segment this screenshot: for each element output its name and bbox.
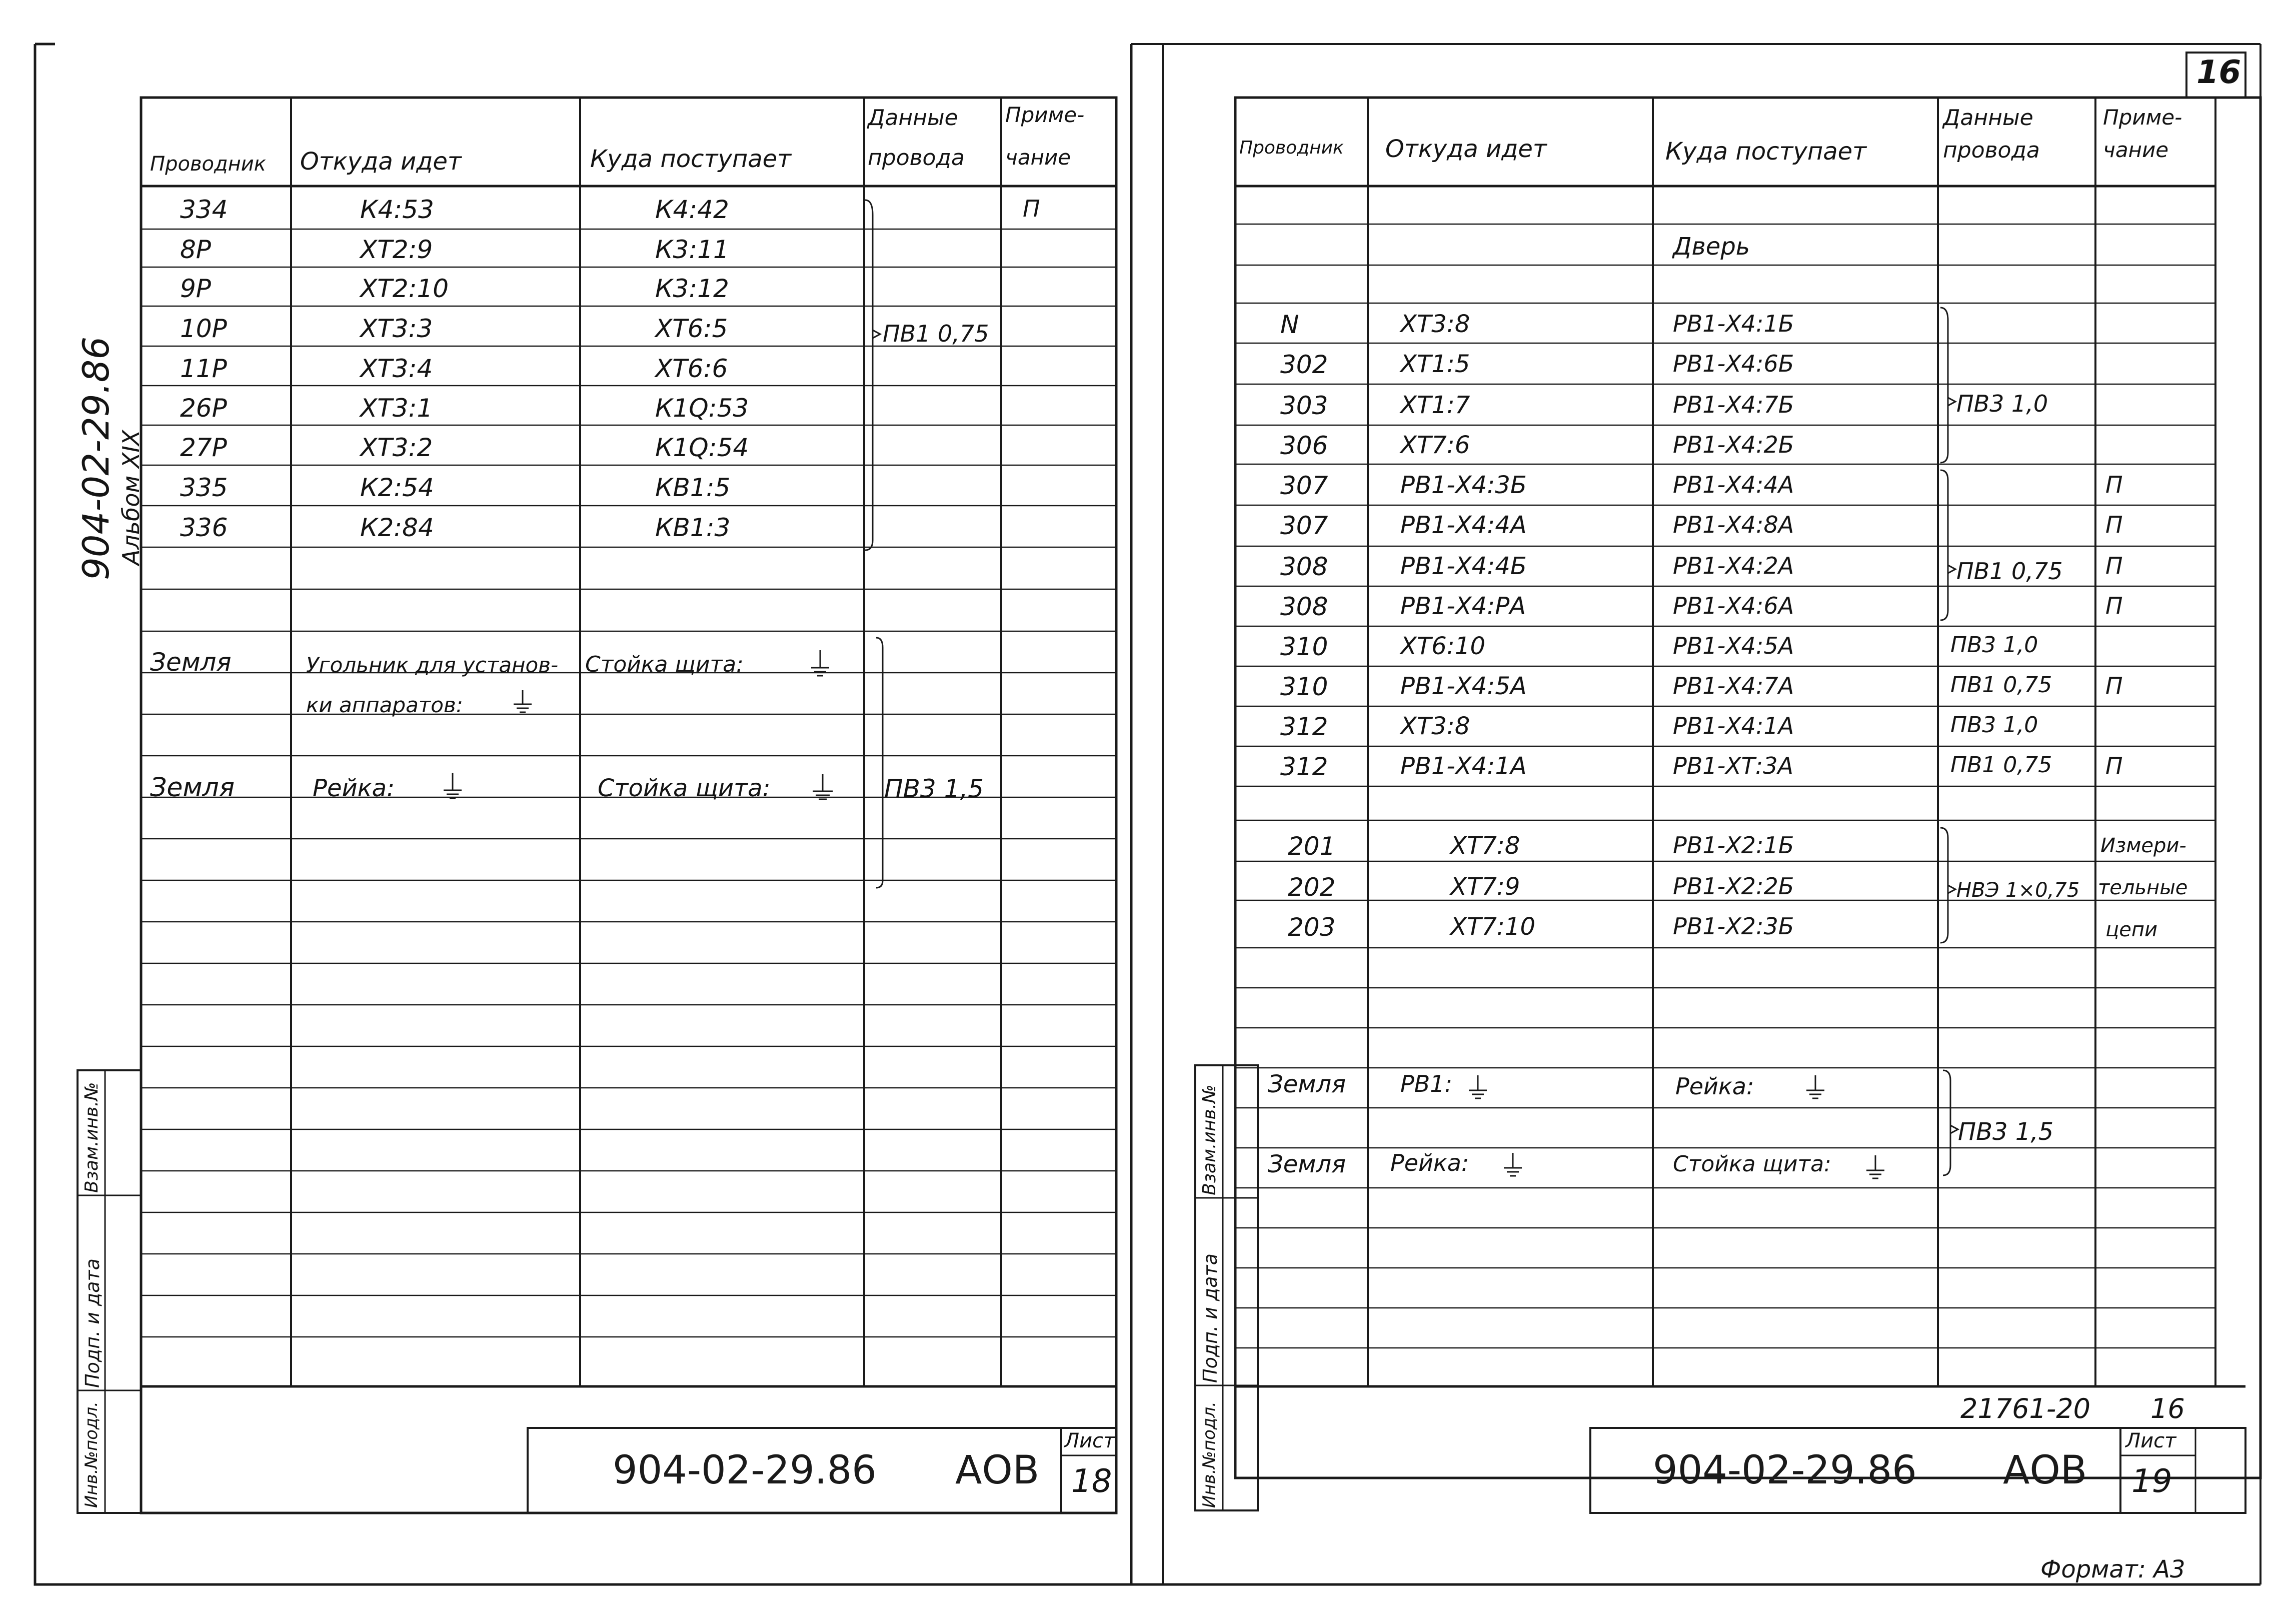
left-earth-2-conductor: Земля bbox=[150, 773, 235, 803]
left-header-wire-2: провода bbox=[868, 145, 965, 171]
left-row-to: ХТ6:6 bbox=[655, 354, 728, 383]
right-row-data: ПВ3 1,0 bbox=[1950, 632, 2038, 658]
right-earth-1-conductor: Земля bbox=[1268, 1070, 1346, 1098]
meas-row-from: ХТ7:9 bbox=[1450, 873, 1520, 901]
left-wire-group-1: ПВ1 0,75 bbox=[883, 320, 989, 347]
right-row-to: РВ1-Х4:1А bbox=[1673, 712, 1794, 739]
right-meas-note-3: цепи bbox=[2105, 918, 2157, 941]
right-earth-2-conductor: Земля bbox=[1268, 1150, 1346, 1178]
right-row-to: РВ1-Х4:7Б bbox=[1673, 391, 1794, 418]
left-row-from: ХТ2:9 bbox=[360, 235, 433, 264]
right-row-to: РВ1-Х4:2А bbox=[1673, 552, 1794, 579]
left-row-note: П bbox=[1023, 195, 1040, 222]
left-header-to: Куда поступает bbox=[590, 145, 792, 173]
left-wire-group-2: ПВ3 1,5 bbox=[884, 774, 984, 803]
left-row-conductor: 26Р bbox=[180, 394, 227, 423]
right-header-to: Куда поступает bbox=[1665, 138, 1867, 166]
right-row-note: П bbox=[2105, 592, 2123, 619]
left-row-conductor: 336 bbox=[180, 513, 228, 542]
left-header-wire-1: Данные bbox=[868, 105, 958, 131]
left-header-from: Откуда идет bbox=[300, 148, 462, 176]
left-earth-1-from-line-2: ки аппаратов: bbox=[306, 693, 463, 717]
meas-row-from: ХТ7:10 bbox=[1450, 913, 1535, 941]
right-group-a: ПВ3 1,0 bbox=[1956, 390, 2048, 417]
right-row-note: П bbox=[2105, 552, 2123, 579]
right-row-data: ПВ3 1,0 bbox=[1950, 712, 2038, 738]
left-earth-2-from: Рейка: bbox=[313, 774, 395, 802]
left-margin-label-3: Инв.№подл. bbox=[82, 1401, 102, 1508]
right-earth-1-to: Рейка: bbox=[1675, 1073, 1754, 1100]
right-row-conductor: 308 bbox=[1280, 552, 1328, 581]
right-row-conductor: 312 bbox=[1280, 752, 1328, 781]
left-row-from: ХТ2:10 bbox=[360, 274, 449, 303]
right-row-from: ХТ1:5 bbox=[1400, 350, 1470, 378]
right-earth-wire: ПВ3 1,5 bbox=[1958, 1118, 2054, 1146]
right-ref-number: 21761-20 bbox=[1960, 1393, 2090, 1424]
meas-row-conductor: 201 bbox=[1288, 832, 1336, 861]
right-row-data: ПВ1 0,75 bbox=[1950, 752, 2052, 778]
left-row-from: К4:53 bbox=[360, 195, 434, 224]
left-row-conductor: 9Р bbox=[180, 274, 211, 303]
right-row-conductor: N bbox=[1280, 310, 1299, 339]
left-row-conductor: 335 bbox=[180, 473, 228, 502]
left-side-code: 904-02-29.86 bbox=[75, 336, 117, 580]
left-earth-1-to: Стойка щита: bbox=[585, 652, 744, 677]
right-margin-label-2: Подп. и дата bbox=[1199, 1253, 1221, 1383]
right-earth-1-from: РВ1: bbox=[1400, 1070, 1453, 1097]
right-row-to: РВ1-Х4:6А bbox=[1673, 592, 1794, 619]
left-row-conductor: 11Р bbox=[180, 354, 227, 383]
left-row-to: К4:42 bbox=[655, 195, 729, 224]
meas-row-to: РВ1-Х2:2Б bbox=[1673, 873, 1794, 900]
left-row-from: ХТ3:3 bbox=[360, 314, 433, 343]
right-row-conductor: 308 bbox=[1280, 592, 1328, 621]
left-header-conductor: Проводник bbox=[150, 153, 266, 176]
left-margin-label-1: Взам.инв.№ bbox=[82, 1082, 102, 1193]
meas-row-to: РВ1-Х2:3Б bbox=[1673, 913, 1794, 940]
left-row-conductor: 8Р bbox=[180, 235, 211, 264]
right-margin-label-3: Инв.№подл. bbox=[1199, 1401, 1219, 1508]
right-sheet-label: Лист bbox=[2125, 1429, 2176, 1452]
right-row-from: РВ1-Х4:5А bbox=[1400, 672, 1527, 700]
right-row-conductor: 302 bbox=[1280, 350, 1328, 379]
right-row-from: ХТ7:6 bbox=[1400, 431, 1470, 459]
right-earth-2-from: Рейка: bbox=[1390, 1149, 1469, 1176]
right-row-conductor: 307 bbox=[1280, 471, 1328, 500]
left-row-from: ХТ3:2 bbox=[360, 433, 433, 462]
right-row-from: РВ1-Х4:4А bbox=[1400, 511, 1527, 539]
left-earth-2-to: Стойка щита: bbox=[598, 774, 771, 802]
right-row-to: РВ1-Х4:8А bbox=[1673, 511, 1794, 538]
right-meas-note-2: тельные bbox=[2098, 876, 2188, 899]
meas-row-from: ХТ7:8 bbox=[1450, 832, 1520, 860]
left-row-from: ХТ3:1 bbox=[360, 394, 433, 423]
right-meas-note-1: Измери- bbox=[2100, 834, 2186, 857]
left-earth-1-conductor: Земля bbox=[150, 648, 232, 677]
left-stamp-code: 904-02-29.86 bbox=[613, 1448, 877, 1493]
left-sheet-number: 18 bbox=[1071, 1463, 1112, 1500]
right-header-wire-1: Данные bbox=[1943, 105, 2033, 131]
left-row-to: КВ1:5 bbox=[655, 473, 731, 502]
left-row-from: К2:54 bbox=[360, 473, 434, 502]
left-row-to: К1Q:53 bbox=[655, 394, 749, 423]
left-row-conductor: 334 bbox=[180, 195, 228, 224]
right-row-from: ХТ3:8 bbox=[1400, 712, 1470, 740]
right-corner-number: 16 bbox=[2196, 54, 2241, 91]
right-row-from: ХТ3:8 bbox=[1400, 310, 1470, 338]
left-row-conductor: 10Р bbox=[180, 314, 227, 343]
left-row-to: ХТ6:5 bbox=[655, 314, 728, 343]
meas-row-to: РВ1-Х2:1Б bbox=[1673, 832, 1794, 859]
right-group-b: ПВ1 0,75 bbox=[1956, 558, 2063, 585]
format-label: Формат: А3 bbox=[2040, 1555, 2185, 1583]
left-side-album: Альбом XIX bbox=[118, 430, 145, 565]
right-header-wire-2: провода bbox=[1943, 138, 2040, 163]
right-row-conductor: 307 bbox=[1280, 511, 1328, 540]
right-ref-sheet: 16 bbox=[2150, 1393, 2185, 1424]
left-row-to: КВ1:3 bbox=[655, 513, 731, 542]
left-row-to: К1Q:54 bbox=[655, 433, 749, 462]
right-row-to: РВ1-ХТ:3А bbox=[1673, 752, 1794, 779]
right-row-data: ПВ1 0,75 bbox=[1950, 672, 2052, 698]
right-row-note: П bbox=[2105, 672, 2123, 699]
right-row-from: РВ1-Х4:4Б bbox=[1400, 552, 1527, 580]
right-row-from: РВ1-Х4:1А bbox=[1400, 752, 1527, 780]
right-row-conductor: 312 bbox=[1280, 712, 1328, 741]
right-row-from: РВ1-Х4:РА bbox=[1400, 592, 1526, 620]
left-sheet-label: Лист bbox=[1064, 1429, 1115, 1452]
right-row-note: П bbox=[2105, 752, 2123, 779]
meas-row-conductor: 203 bbox=[1288, 913, 1336, 942]
right-row-note: П bbox=[2105, 471, 2123, 498]
right-header-note-1: Приме- bbox=[2103, 105, 2182, 130]
left-row-to: К3:11 bbox=[655, 235, 729, 264]
right-row-from: ХТ6:10 bbox=[1400, 632, 1485, 660]
right-margin-label-1: Взам.инв.№ bbox=[1199, 1084, 1220, 1195]
right-row-to: РВ1-Х4:4А bbox=[1673, 471, 1794, 498]
right-stamp-code: 904-02-29.86 bbox=[1653, 1448, 1917, 1493]
right-row-conductor: 306 bbox=[1280, 431, 1328, 460]
right-header-conductor: Проводник bbox=[1239, 138, 1344, 158]
right-row-from: ХТ1:7 bbox=[1400, 391, 1470, 419]
left-row-to: К3:12 bbox=[655, 274, 729, 303]
left-header-note-1: Приме- bbox=[1005, 103, 1085, 127]
left-row-from: К2:84 bbox=[360, 513, 434, 542]
right-sheet-number: 19 bbox=[2131, 1463, 2172, 1500]
left-earth-1-from-line-1: Угольник для установ- bbox=[306, 653, 559, 677]
right-stamp-type: АОВ bbox=[2003, 1448, 2087, 1493]
right-meas-wire: НВЭ 1×0,75 bbox=[1956, 879, 2080, 902]
right-row-to: РВ1-Х4:2Б bbox=[1673, 431, 1794, 458]
right-row-from: РВ1-Х4:3Б bbox=[1400, 471, 1527, 499]
right-row-to: РВ1-Х4:5А bbox=[1673, 632, 1794, 659]
left-margin-label-2: Подп. и дата bbox=[82, 1258, 104, 1388]
meas-row-conductor: 202 bbox=[1288, 873, 1336, 902]
left-stamp-type: АОВ bbox=[955, 1448, 1040, 1493]
right-row-conductor: 310 bbox=[1280, 632, 1328, 661]
right-row-to: РВ1-Х4:1Б bbox=[1673, 310, 1794, 337]
right-header-from: Откуда идет bbox=[1385, 135, 1547, 163]
right-door-title: Дверь bbox=[1673, 233, 1750, 261]
right-row-to: РВ1-Х4:6Б bbox=[1673, 350, 1794, 377]
right-header-note-2: чание bbox=[2103, 138, 2169, 162]
right-row-to: РВ1-Х4:7А bbox=[1673, 672, 1794, 699]
right-row-note: П bbox=[2105, 511, 2123, 538]
left-row-conductor: 27Р bbox=[180, 433, 227, 462]
left-row-from: ХТ3:4 bbox=[360, 354, 433, 383]
right-earth-2-to: Стойка щита: bbox=[1673, 1151, 1831, 1177]
right-row-conductor: 310 bbox=[1280, 672, 1328, 701]
left-header-note-2: чание bbox=[1005, 145, 1071, 170]
right-row-conductor: 303 bbox=[1280, 391, 1328, 420]
